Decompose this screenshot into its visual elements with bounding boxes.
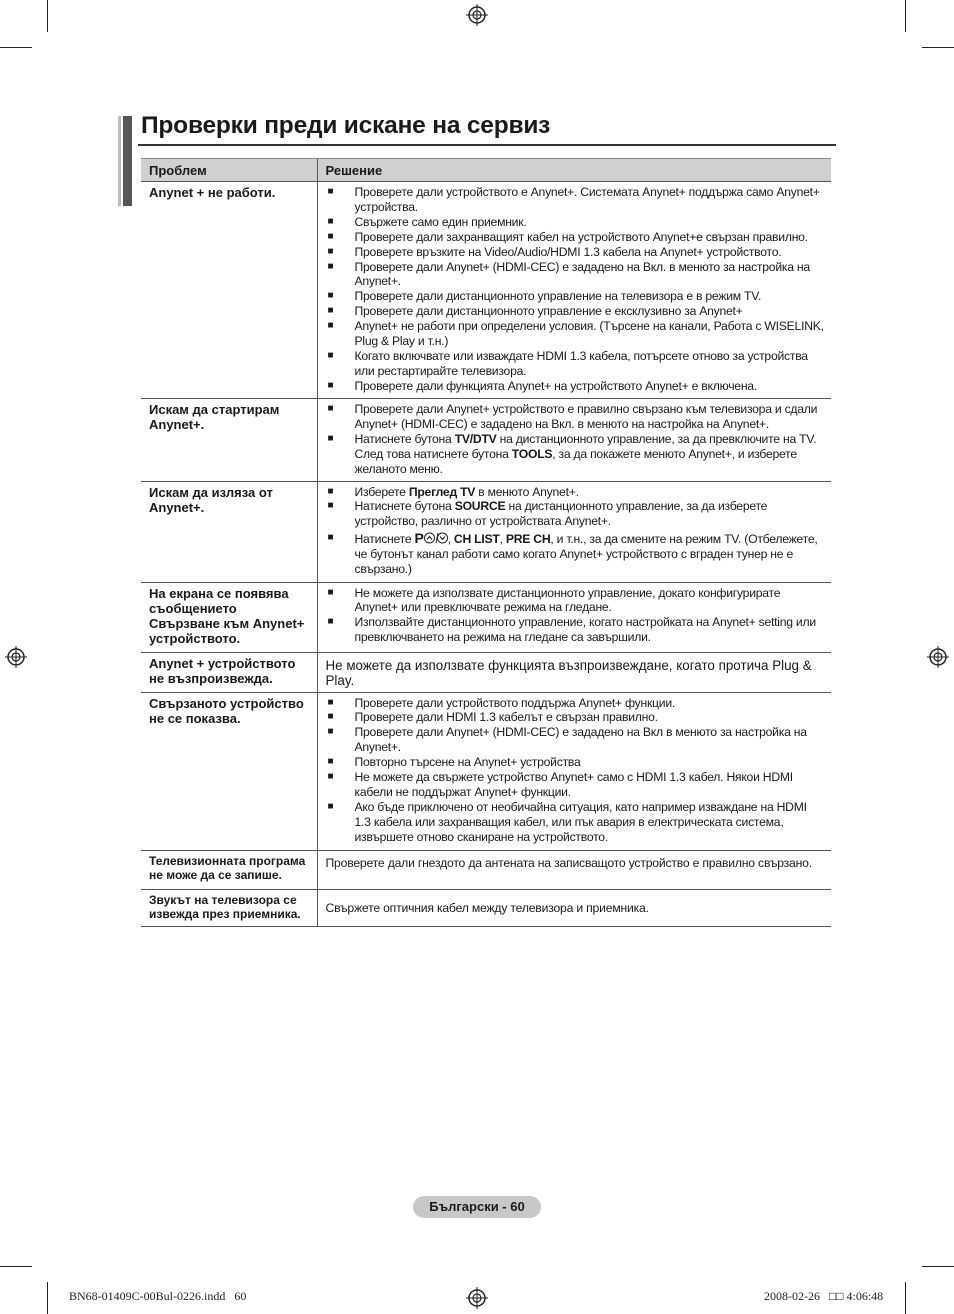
list-item: ■ Ако бъде приключено от необичайна ситуация, като например изваждане на HDMI 1.3 кабела или захранващия кабел, или пък авария в електрическата система, извършете отново сканиране на устройството. xyxy=(327,799,807,844)
list-item: ■ Проверете връзките на Video/Audio/HDMI 1.3 кабела на Anynet+ устройството. xyxy=(327,244,782,259)
channel-up-down-icon xyxy=(424,532,448,544)
registration-mark-icon xyxy=(466,1287,488,1309)
list-item: ■ Проверете дали дистанционното управление е ексклузивно за Anynet+ xyxy=(327,304,743,319)
table-row xyxy=(141,182,831,399)
bullet-icon: ■ xyxy=(327,532,334,544)
solution-cell xyxy=(317,399,831,482)
table-row xyxy=(141,652,831,692)
list-item: ■ Проверете дали захранващият кабел на устройството Anynet+е свързан правилно. xyxy=(327,229,808,244)
table-header-row xyxy=(141,159,831,182)
solution-text: Не можете да използвате функцията възпроизвеждане, когато протича Plug & Play. xyxy=(325,657,812,688)
registration-mark-icon xyxy=(927,646,949,668)
list-item: ■ Когато включвате или изваждате HDMI 1.3 кабела, потърсете отново за устройства или рестартирайте телевизора. xyxy=(327,348,808,378)
bullet-icon: ■ xyxy=(327,500,334,512)
bullet-icon: ■ xyxy=(327,485,334,497)
solution-text: Свържете оптичния кабел между телевизора и приемника. xyxy=(325,900,649,915)
list-item: ■ Изберете Преглед TV в менюто Anynet+. xyxy=(327,484,579,499)
troubleshooting-table xyxy=(141,158,831,927)
ch-list-key: CH LIST xyxy=(453,532,500,547)
table-row xyxy=(141,850,831,889)
crop-mark xyxy=(905,1282,906,1314)
problem-cell: Искам да стартирам Anynet+. xyxy=(141,399,317,482)
solution-cell xyxy=(317,182,831,399)
solution-cell xyxy=(317,889,831,926)
list-item: ■ Проверете дали Anynet+ (HDMI-CEC) е зададено на Вкл. в менюто за настройка на Anynet+. xyxy=(327,259,810,289)
bullet-icon: ■ xyxy=(327,756,334,768)
list-item: ■ Повторно търсене на Anynet+ устройства xyxy=(327,755,581,770)
pre-ch-key: PRE CH xyxy=(505,532,551,547)
list-item: ■ Проверете дали HDMI 1.3 кабелът е свързан правилно. xyxy=(327,710,658,725)
solution-cell xyxy=(317,850,831,889)
page-title: Проверки преди искане на сервиз xyxy=(141,112,551,139)
problem-cell: Anynet + устройството не възпроизвежда. xyxy=(141,652,317,692)
source-key: SOURCE xyxy=(454,499,506,514)
solution-cell xyxy=(317,481,831,582)
view-tv-menu-item: Преглед TV xyxy=(408,484,476,499)
bullet-icon: ■ xyxy=(327,711,334,723)
bullet-icon: ■ xyxy=(327,379,334,391)
bullet-icon: ■ xyxy=(327,771,334,783)
column-header-solution: Решение xyxy=(317,159,831,182)
crop-mark xyxy=(922,47,954,48)
list-item: ■ Проверете дали дистанционното управление на телевизора е в режим TV. xyxy=(327,289,762,304)
bullet-icon: ■ xyxy=(327,230,334,242)
problem-cell: Искам да изляза от Anynet+. xyxy=(141,481,317,582)
list-item: ■ Проверете дали устройството е Anynet+. Системата Anynet+ поддържа само Anynet+ устройства. xyxy=(327,185,820,214)
page-number-badge: Български - 60 xyxy=(413,1196,541,1218)
table-row xyxy=(141,889,831,926)
table-row xyxy=(141,582,831,652)
crop-mark xyxy=(0,1266,32,1267)
bullet-icon: ■ xyxy=(327,215,334,227)
bullet-icon: ■ xyxy=(327,432,334,444)
bullet-icon: ■ xyxy=(327,726,334,738)
list-item: ■ Проверете дали устройството поддържа Anynet+ функции. xyxy=(327,695,676,710)
list-item: ■ Натиснете P , CH LIST, PRE CH, и т.н., за да смените на режим TV. (Отбележете, че бутонът канал работи само когато Anynet+ устройството с вграден тунер не е свързано.) xyxy=(327,530,818,577)
bullet-icon: ■ xyxy=(327,305,334,317)
tv-dtv-key: TV/DTV xyxy=(454,431,497,446)
list-item: ■ Свържете само един приемник. xyxy=(327,214,527,229)
problem-cell: Anynet + не работи. xyxy=(141,182,317,399)
crop-mark xyxy=(905,0,906,32)
bullet-icon: ■ xyxy=(327,616,334,628)
bullet-icon: ■ xyxy=(327,349,334,361)
list-item: ■ Проверете дали Anynet+ (HDMI-CEC) е зададено на Вкл в менюто за настройка на Anynet+. xyxy=(327,725,807,755)
list-item: ■ Не можете да използвате дистанционното управление, докато конфигурирате Anynet+ или превключвате режима на гледане. xyxy=(327,585,781,615)
crop-mark xyxy=(47,0,48,32)
bullet-icon: ■ xyxy=(327,800,334,812)
bullet-icon: ■ xyxy=(327,260,334,272)
tools-key: TOOLS xyxy=(511,446,553,461)
bullet-icon: ■ xyxy=(327,245,334,257)
title-divider xyxy=(138,144,836,146)
bullet-icon: ■ xyxy=(327,186,334,197)
crop-mark xyxy=(922,1266,954,1267)
bullet-icon: ■ xyxy=(327,320,334,332)
bullet-icon: ■ xyxy=(327,403,334,414)
list-item: ■ Натиснете бутона TV/DTV на дистанционното управление, за да превключите на TV. След това натиснете бутона TOOLS, за да покажете менюто Anynet+, и изберете желаното меню. xyxy=(327,431,817,476)
list-item: ■ Използвайте дистанционното управление, когато настройката на Anynet+ setting или превключването на режима на гледане са завършили. xyxy=(327,615,816,645)
solution-cell xyxy=(317,692,831,850)
list-item: ■ Натиснете бутона SOURCE на дистанционното управление, за да изберете устройство, различно от устройствата Anynet+. xyxy=(327,499,768,529)
bullet-icon: ■ xyxy=(327,290,334,302)
section-marker-bar xyxy=(118,116,132,206)
solution-text: Проверете дали гнездото да антената на записващото устройство е правилно свързано. xyxy=(325,855,812,870)
channel-key: P xyxy=(414,530,424,547)
bullet-icon: ■ xyxy=(327,696,334,708)
crop-mark xyxy=(47,1282,48,1314)
registration-mark-icon xyxy=(466,4,488,26)
crop-mark xyxy=(0,47,32,48)
print-slug-file: BN68-01409C-00Bul-0226.indd 60 xyxy=(69,1289,247,1303)
table-row xyxy=(141,481,831,582)
list-item: ■ Anynet+ не работи при определени условия. (Търсене на канали, Работа с WISELINK, Plug & Play и т.н.) xyxy=(327,319,824,349)
list-item: ■ Проверете дали Anynet+ устройството е правилно свързано към телевизора и сдали Anynet+ (HDMI-CEC) е зададено на Вкл. в менюто на настройка на Anynet+. xyxy=(327,402,818,431)
list-item: ■ Не можете да свържете устройство Anynet+ само с HDMI 1.3 кабел. Някои HDMI кабели не поддържат Anynet+ функции. xyxy=(327,770,793,799)
solution-cell xyxy=(317,582,831,652)
solution-cell xyxy=(317,652,831,692)
column-header-problem: Проблем xyxy=(141,159,317,182)
registration-mark-icon xyxy=(5,646,27,668)
problem-cell: На екрана се появява съобщението Свързване към Anynet+ устройството. xyxy=(141,582,317,652)
print-slug-datetime: 2008-02-26 □□ 4:06:48 xyxy=(764,1289,884,1303)
problem-cell: Свързаното устройство не се показва. xyxy=(141,692,317,850)
table-row xyxy=(141,692,831,850)
problem-cell: Телевизионната програма не може да се запише. xyxy=(141,850,317,889)
table-row xyxy=(141,399,831,482)
problem-cell: Звукът на телевизора се извежда през приемника. xyxy=(141,889,317,926)
list-item: ■ Проверете дали функцията Anynet+ на устройството Anynet+ е включена. xyxy=(327,378,757,393)
bullet-icon: ■ xyxy=(327,586,334,598)
